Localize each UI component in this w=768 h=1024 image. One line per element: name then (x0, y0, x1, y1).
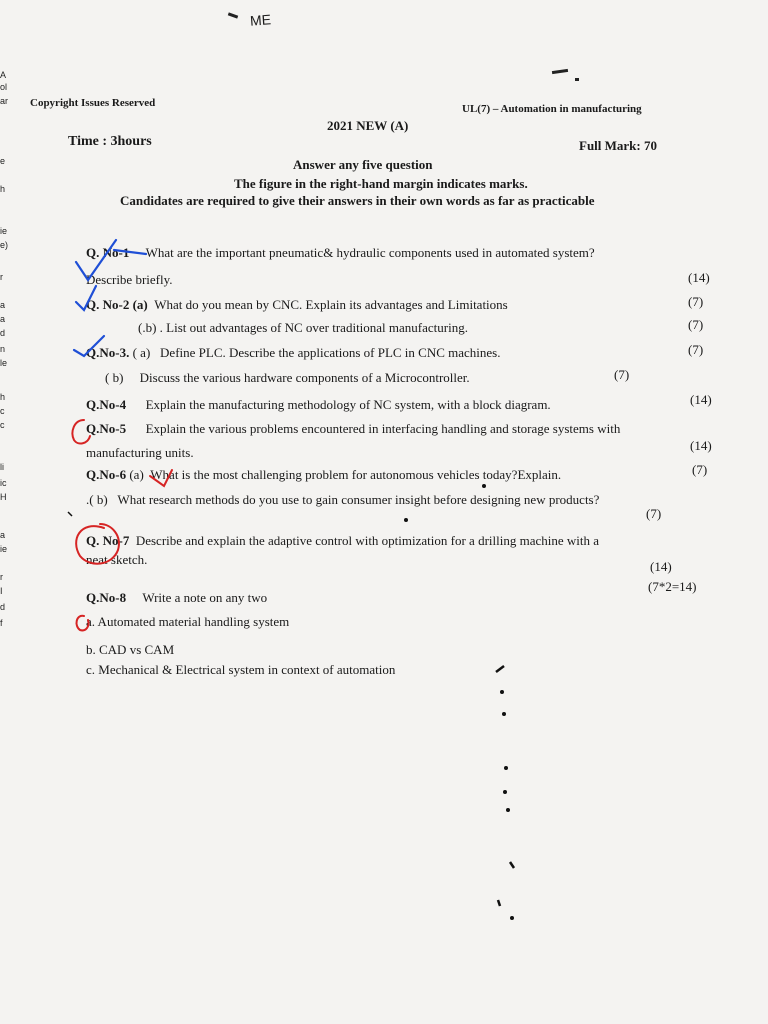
ink-dot (500, 690, 504, 694)
ink-dot (503, 790, 507, 794)
question-part: ( a) (132, 345, 151, 360)
blue-tick-mark (76, 240, 116, 280)
instruction-line-2: The figure in the right-hand margin indicates marks. (234, 176, 528, 191)
question-number: Q.No-5 (86, 421, 127, 436)
ink-dot (482, 484, 486, 488)
margin-fragment: e) (0, 240, 9, 250)
question-text: Explain the manufacturing methodology of NC system, with a block diagram. (145, 397, 551, 412)
margin-fragment: ar (0, 96, 9, 106)
marks: (7) (646, 506, 662, 521)
instruction-line-3: Candidates are required to give their answers in their own words as far as practicable (120, 193, 595, 208)
margin-fragment: c (0, 406, 5, 416)
red-circle-mark (76, 524, 119, 564)
margin-fragment: H (0, 492, 7, 502)
question-7-continued: neat sketch. (86, 552, 148, 567)
question-text: What are the important pneumatic& hydraulic components used in automated system? (145, 245, 595, 260)
marks: (14) (690, 392, 712, 407)
red-circle-mark (77, 616, 89, 631)
exam-code: 2021 NEW (A) (327, 118, 409, 133)
margin-fragment: ie (0, 226, 8, 236)
margin-fragment: ic (0, 478, 7, 488)
pen-mark (510, 862, 514, 868)
exam-time: Time : 3hours (68, 134, 152, 149)
margin-fragment: le (0, 358, 8, 368)
margin-fragment: d (0, 328, 6, 338)
question-8-item: c. Mechanical & Electrical system in context of automation (86, 662, 396, 677)
question-text: What research methods do you use to gain consumer insight before designing new products? (117, 492, 600, 507)
margin-fragment: c (0, 420, 5, 430)
blue-strike-mark (114, 250, 146, 254)
question-1-continued: Describe briefly. (86, 272, 173, 287)
margin-fragment: h (0, 392, 6, 402)
marks: (7) (688, 317, 704, 332)
question-part: (a) (129, 467, 144, 482)
marks: (14) (650, 559, 672, 574)
course-title: UL(7) – Automation in manufacturing (462, 103, 642, 115)
pen-mark (68, 512, 72, 516)
question-text: What is the most challenging problem for autonomous vehicles today?Explain. (150, 467, 562, 482)
question-number: Q.No-6 (86, 467, 127, 482)
margin-fragment: n (0, 344, 6, 354)
question-text: Write a note on any two (142, 590, 268, 605)
question-text: . List out advantages of NC over traditional manufacturing. (159, 320, 468, 335)
question-text: Explain the various problems encountered in interfacing handling and storage systems with (145, 421, 621, 436)
question-part: (.b) (138, 320, 157, 335)
margin-fragment: h (0, 184, 6, 194)
question-number: Q. No-7 (86, 533, 130, 548)
ink-dot (404, 518, 408, 522)
question-number: Q.No-4 (86, 397, 127, 412)
pen-mark (498, 900, 500, 906)
question-part: ( b) (105, 370, 124, 385)
marks: (7) (688, 294, 704, 309)
margin-fragment: ie (0, 544, 8, 554)
pen-mark (496, 666, 504, 672)
margin-fragment: ol (0, 82, 8, 92)
question-text: Describe and explain the adaptive control with optimization for a drilling machine with a (135, 533, 600, 548)
question-text: Define PLC. Describe the applications of PLC in CNC machines. (160, 345, 501, 360)
margin-fragment: I (0, 586, 3, 596)
question-text: Discuss the various hardware components of a Microcontroller. (139, 370, 470, 385)
blue-tick-mark (74, 336, 104, 356)
full-mark: Full Mark: 70 (579, 138, 657, 153)
question-8-item: b. CAD vs CAM (86, 642, 175, 657)
question-number: Q.No-8 (86, 590, 127, 605)
question-number: Q. No-1 (86, 245, 130, 260)
ink-dot (504, 766, 508, 770)
margin-fragment: f (0, 618, 3, 628)
ink-dot (510, 916, 514, 920)
margin-fragment: e (0, 156, 6, 166)
question-number: Q.No-3. (86, 345, 130, 360)
question-part: .( b) (86, 492, 108, 507)
instruction-line-1: Answer any five question (293, 157, 433, 172)
margin-fragment: r (0, 272, 3, 282)
question-number: Q. No-2 (86, 297, 130, 312)
blue-tick-mark (76, 286, 96, 310)
question-8-item: a. Automated material handling system (86, 614, 290, 629)
marks: (7) (614, 367, 630, 382)
ink-dot (502, 712, 506, 716)
marks: (7) (688, 342, 704, 357)
margin-fragment: a (0, 300, 6, 310)
margin-fragment: d (0, 602, 6, 612)
margin-fragment: r (0, 572, 3, 582)
question-part: (a) (132, 297, 148, 312)
margin-fragment: a (0, 530, 6, 540)
marks: (14) (690, 438, 712, 453)
margin-fragment: a (0, 314, 6, 324)
question-5-continued: manufacturing units. (86, 445, 194, 460)
marks: (7*2=14) (648, 579, 697, 594)
ink-dot (506, 808, 510, 812)
margin-fragment: A (0, 70, 7, 80)
marks: (7) (692, 462, 708, 477)
red-tick-mark (150, 470, 172, 486)
margin-fragment: li (0, 462, 4, 472)
top-scribble: ME (249, 11, 272, 29)
marks: (14) (688, 270, 710, 285)
question-text: What do you mean by CNC. Explain its advantages and Limitations (154, 297, 508, 312)
copyright-notice: Copyright Issues Reserved (30, 97, 156, 109)
red-circle-mark (72, 420, 90, 443)
